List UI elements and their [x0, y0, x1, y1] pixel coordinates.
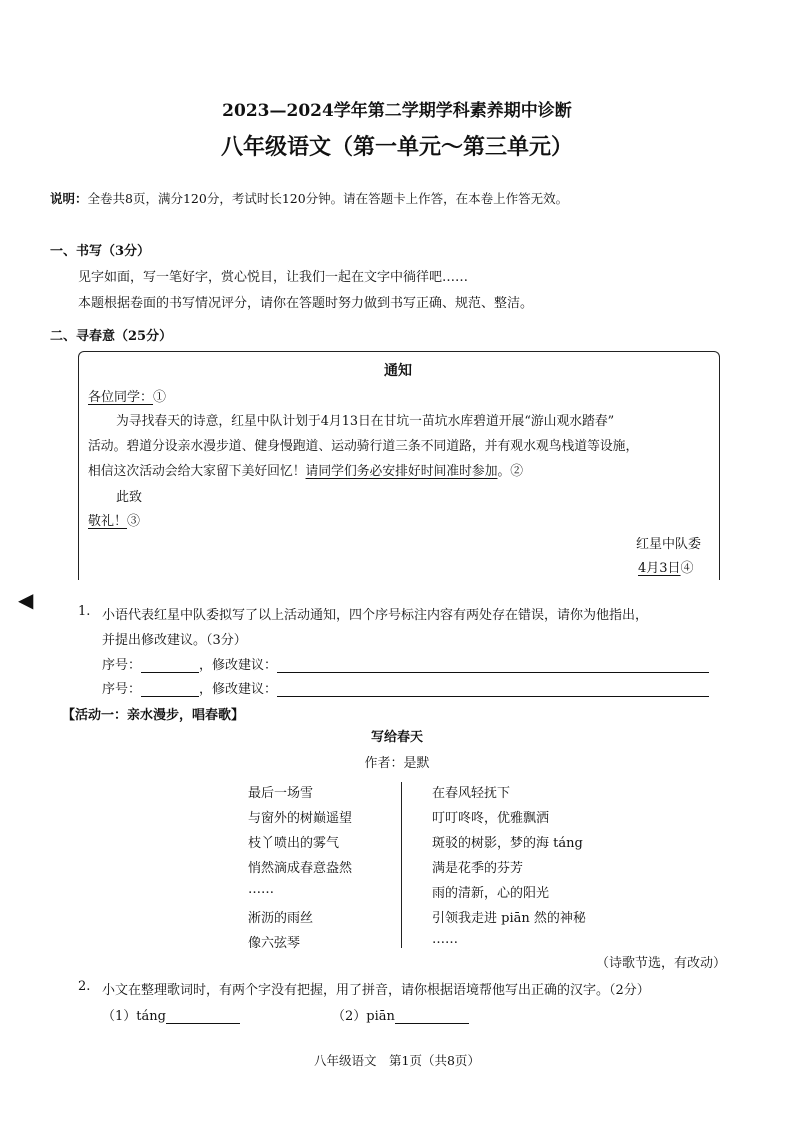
instructions-text: 全卷共8页，满分120分，考试时长120分钟。请在答题卡上作答，在本卷上作答无效。 — [87, 191, 569, 206]
notice-mark-1: ① — [153, 390, 167, 405]
notice-body-underlined: 请同学们务必安排好时间准时参加 — [305, 464, 498, 479]
q2-number: 2. — [78, 979, 91, 994]
notice-body-line2: 活动。碧道分设亲水漫步道、健身慢跑道、运动骑行道三条不同道路，并有观水观鸟栈道等设施， — [88, 439, 639, 454]
poem-left-line-3: 枝丫喷出的雾气 — [248, 836, 340, 851]
instructions — [50, 189, 568, 207]
instructions-label: 说明： — [50, 191, 88, 206]
page-footer: 八年级语文 第1页（共8页） — [314, 1053, 480, 1068]
q1-seq-blank-1[interactable] — [141, 658, 199, 673]
notice-closing-2 — [88, 510, 140, 529]
exam-title: 2023—2024学年第二学期学科素养期中诊断 — [222, 101, 572, 121]
poem-right-line-6: 引领我走进 piān 然的神秘 — [432, 911, 586, 926]
q2-text: 小文在整理歌词时，有两个字没有把握，用了拼音，请你根据语境帮他写出正确的汉字。（2分） — [102, 983, 650, 998]
poem-left-line-2: 与窗外的树巅遥望 — [248, 811, 353, 826]
poem-left-line-5: …… — [248, 882, 274, 897]
binding-hole-mark: ◀ — [18, 588, 34, 612]
notice-signature: 红星中队委 — [636, 537, 702, 552]
poem-left-line-1: 最后一场雪 — [248, 786, 314, 801]
notice-body-line3c: 。② — [497, 464, 524, 479]
notice-mark-4: ④ — [680, 561, 694, 576]
q1-number: 1. — [78, 604, 91, 619]
poem-left-line-4: 悄然滴成春意盎然 — [248, 861, 353, 876]
poem-author: 作者：是默 — [364, 756, 430, 771]
q1-seq-blank-2[interactable] — [141, 682, 199, 697]
notice-closing-2-text: 敬礼！ — [88, 514, 128, 529]
poem-title: 写给春天 — [370, 730, 423, 745]
section1-heading: 一、书写（3分） — [50, 244, 151, 259]
notice-closing-1: 此致 — [116, 490, 143, 505]
notice-date-text: 4月3日 — [638, 561, 681, 576]
notice-mark-3: ③ — [127, 514, 141, 529]
q1-seq-label: 序号： — [102, 682, 142, 697]
q2-item-2-label: （2）piān — [332, 1009, 395, 1024]
poem-note: （诗歌节选，有改动） — [596, 956, 727, 971]
notice-body-line3a: 相信这次活动会给大家留下美好回忆！ — [88, 464, 306, 479]
poem-left-line-7: 像六弦琴 — [248, 936, 301, 951]
activity1-heading: 【活动一：亲水漫步，唱春歌】 — [62, 708, 245, 723]
q1-fix-blank-1[interactable] — [277, 658, 709, 673]
poem-right-line-4: 满是花季的芬芳 — [432, 861, 524, 876]
q1-fix-label: ，修改建议： — [199, 682, 278, 697]
notice-body-line3 — [88, 460, 523, 479]
notice-date — [638, 557, 694, 576]
q2-item-1 — [102, 1005, 240, 1024]
poem-right-line-7: …… — [432, 932, 458, 947]
q2-blank-2[interactable] — [395, 1009, 469, 1024]
q1-answer-row-1 — [102, 654, 709, 673]
poem-right-line-1: 在春风轻抚下 — [432, 786, 511, 801]
q2-blank-1[interactable] — [166, 1009, 240, 1024]
q2-item-2 — [332, 1005, 469, 1024]
q2-item-1-label: （1）táng — [102, 1009, 166, 1024]
poem-right-line-5: 雨的清新，心的阳光 — [432, 886, 550, 901]
notice-body-line1: 为寻找春天的诗意，红星中队计划于4月13日在甘坑一苗坑水库碧道开展“游山观水踏春” — [116, 414, 615, 429]
poem-divider — [401, 782, 402, 948]
q1-fix-blank-2[interactable] — [277, 682, 709, 697]
q1-text-line2: 并提出修改建议。（3分） — [102, 633, 247, 648]
q1-seq-label: 序号： — [102, 658, 142, 673]
notice-greeting-text: 各位同学： — [88, 390, 154, 405]
q1-answer-row-2 — [102, 678, 709, 697]
section1-line1: 见字如面，写一笔好字，赏心悦目，让我们一起在文字中徜徉吧…… — [78, 270, 469, 285]
q1-text-line1: 小语代表红星中队委拟写了以上活动通知，四个序号标注内容有两处存在错误，请你为他指出， — [102, 608, 649, 623]
poem-left-line-6: 淅沥的雨丝 — [248, 911, 314, 926]
section2-heading: 二、寻春意（25分） — [50, 329, 173, 344]
exam-subtitle: 八年级语文（第一单元～第三单元） — [220, 134, 573, 160]
poem-right-line-2: 叮叮咚咚，优雅飘洒 — [432, 811, 550, 826]
poem-right-line-3: 斑驳的树影，梦的海 táng — [432, 836, 583, 851]
q1-fix-label: ，修改建议： — [199, 658, 278, 673]
notice-greeting — [88, 386, 166, 405]
section1-line2: 本题根据卷面的书写情况评分，请你在答题时努力做到书写正确、规范、整洁。 — [78, 296, 534, 311]
notice-title: 通知 — [384, 363, 412, 379]
